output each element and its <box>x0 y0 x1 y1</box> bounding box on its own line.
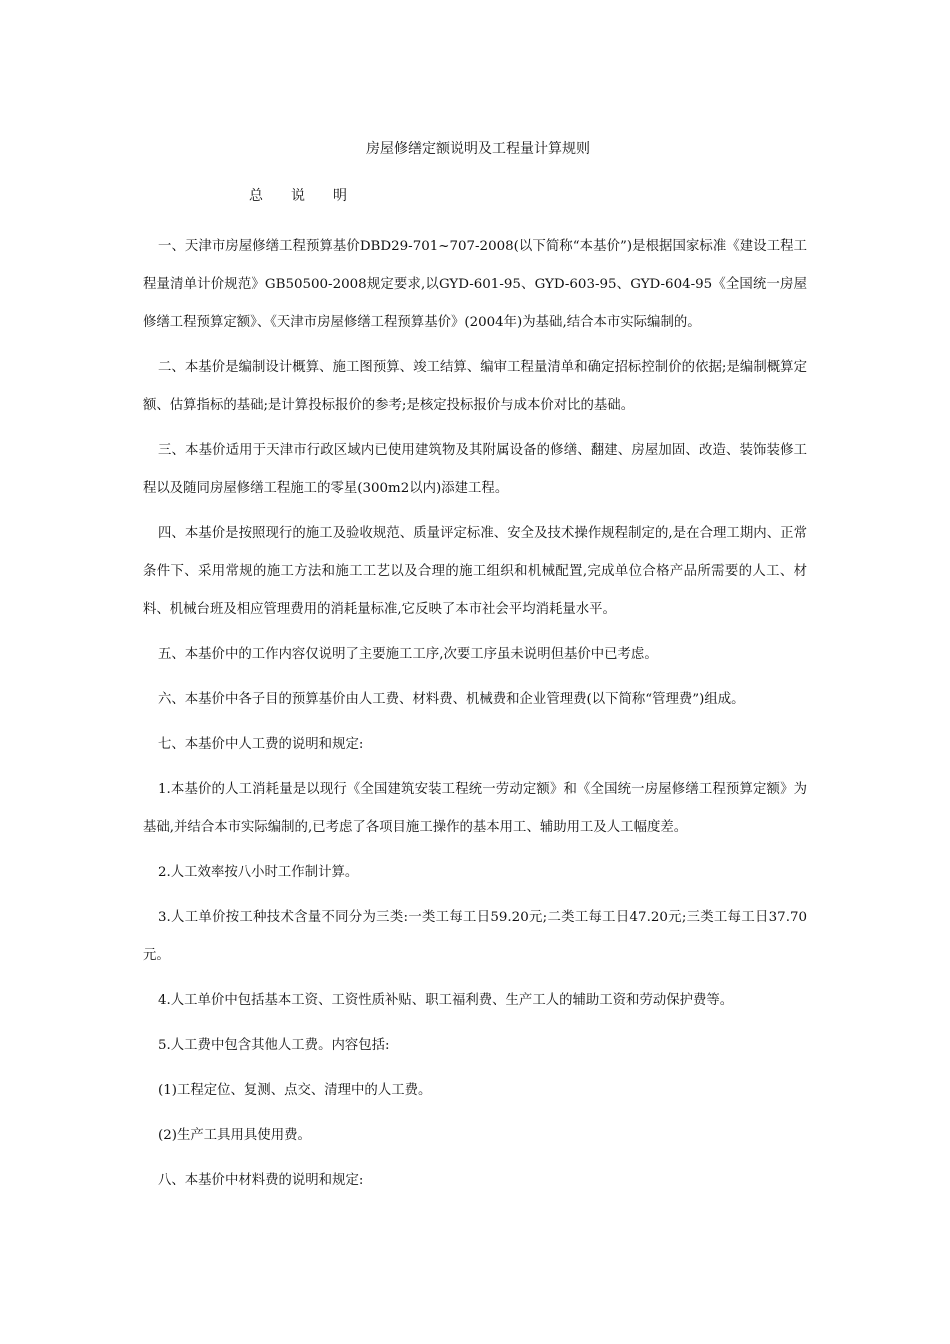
paragraph-10: 3.人工单价按工种技术含量不同分为三类:一类工每工日59.20元;二类工每工日47.20元;三类工每工日37.70元。 <box>143 910 807 963</box>
document-title: 房屋修缮定额说明及工程量计算规则 <box>366 141 590 157</box>
paragraph-8: 1.本基价的人工消耗量是以现行《全国建筑安装工程统一劳动定额》和《全国统一房屋修缮工程预算定额》为基础,并结合本市实际编制的,已考虑了各项目施工操作的基本用工、辅助用工及人工幅度差。 <box>143 782 807 835</box>
paragraph-11: 4.人工单价中包括基本工资、工资性质补贴、职工福利费、生产工人的辅助工资和劳动保护费等。 <box>158 993 734 1008</box>
paragraph-2: 二、本基价是编制设计概算、施工图预算、竣工结算、编审工程量清单和确定招标控制价的依据;是编制概算定额、估算指标的基础;是计算投标报价的参考;是核定投标报价与成本价对比的基础。 <box>143 360 807 413</box>
paragraph-7: 七、本基价中人工费的说明和规定: <box>158 737 364 752</box>
paragraph-3: 三、本基价适用于天津市行政区域内已使用建筑物及其附属设备的修缮、翻建、房屋加固、改造、装饰装修工程以及随同房屋修缮工程施工的零星(300m2以内)添建工程。 <box>143 443 807 496</box>
paragraph-6: 六、本基价中各子目的预算基价由人工费、材料费、机械费和企业管理费(以下简称“管理费”)组成。 <box>158 692 745 707</box>
paragraph-5: 五、本基价中的工作内容仅说明了主要施工工序,次要工序虽未说明但基价中已考虑。 <box>158 647 658 662</box>
paragraph-9: 2.人工效率按八小时工作制计算。 <box>158 865 359 880</box>
paragraph-14: (2)生产工具用具使用费。 <box>158 1128 311 1143</box>
paragraph-4: 四、本基价是按照现行的施工及验收规范、质量评定标准、安全及技术操作规程制定的,是在合理工期内、正常条件下、采用常规的施工方法和施工工艺以及合理的施工组织和机械配置,完成单位合格产品所需要的人工、材料、机械台班及相应管理费用的消耗量标准,它反映了本市社会平均消耗量水平。 <box>143 526 807 617</box>
section-heading: 总说明 <box>249 188 375 204</box>
document-page <box>143 138 807 1207</box>
paragraph-1: 一、天津市房屋修缮工程预算基价DBD29-701~707-2008(以下简称“本基价”)是根据国家标准《建设工程工程量清单计价规范》GB50500-2008规定要求,以GYD-601-95、GYD-603-95、GYD-604-95《全国统一房屋修缮工程预算定额》、《天津市房屋修缮工程预算基价》(2004年)为基础,结合本市实际编制的。 <box>143 239 807 330</box>
paragraph-15: 八、本基价中材料费的说明和规定: <box>158 1173 364 1188</box>
paragraph-12: 5.人工费中包含其他人工费。内容包括: <box>158 1038 390 1053</box>
paragraph-13: (1)工程定位、复测、点交、清理中的人工费。 <box>158 1083 432 1098</box>
